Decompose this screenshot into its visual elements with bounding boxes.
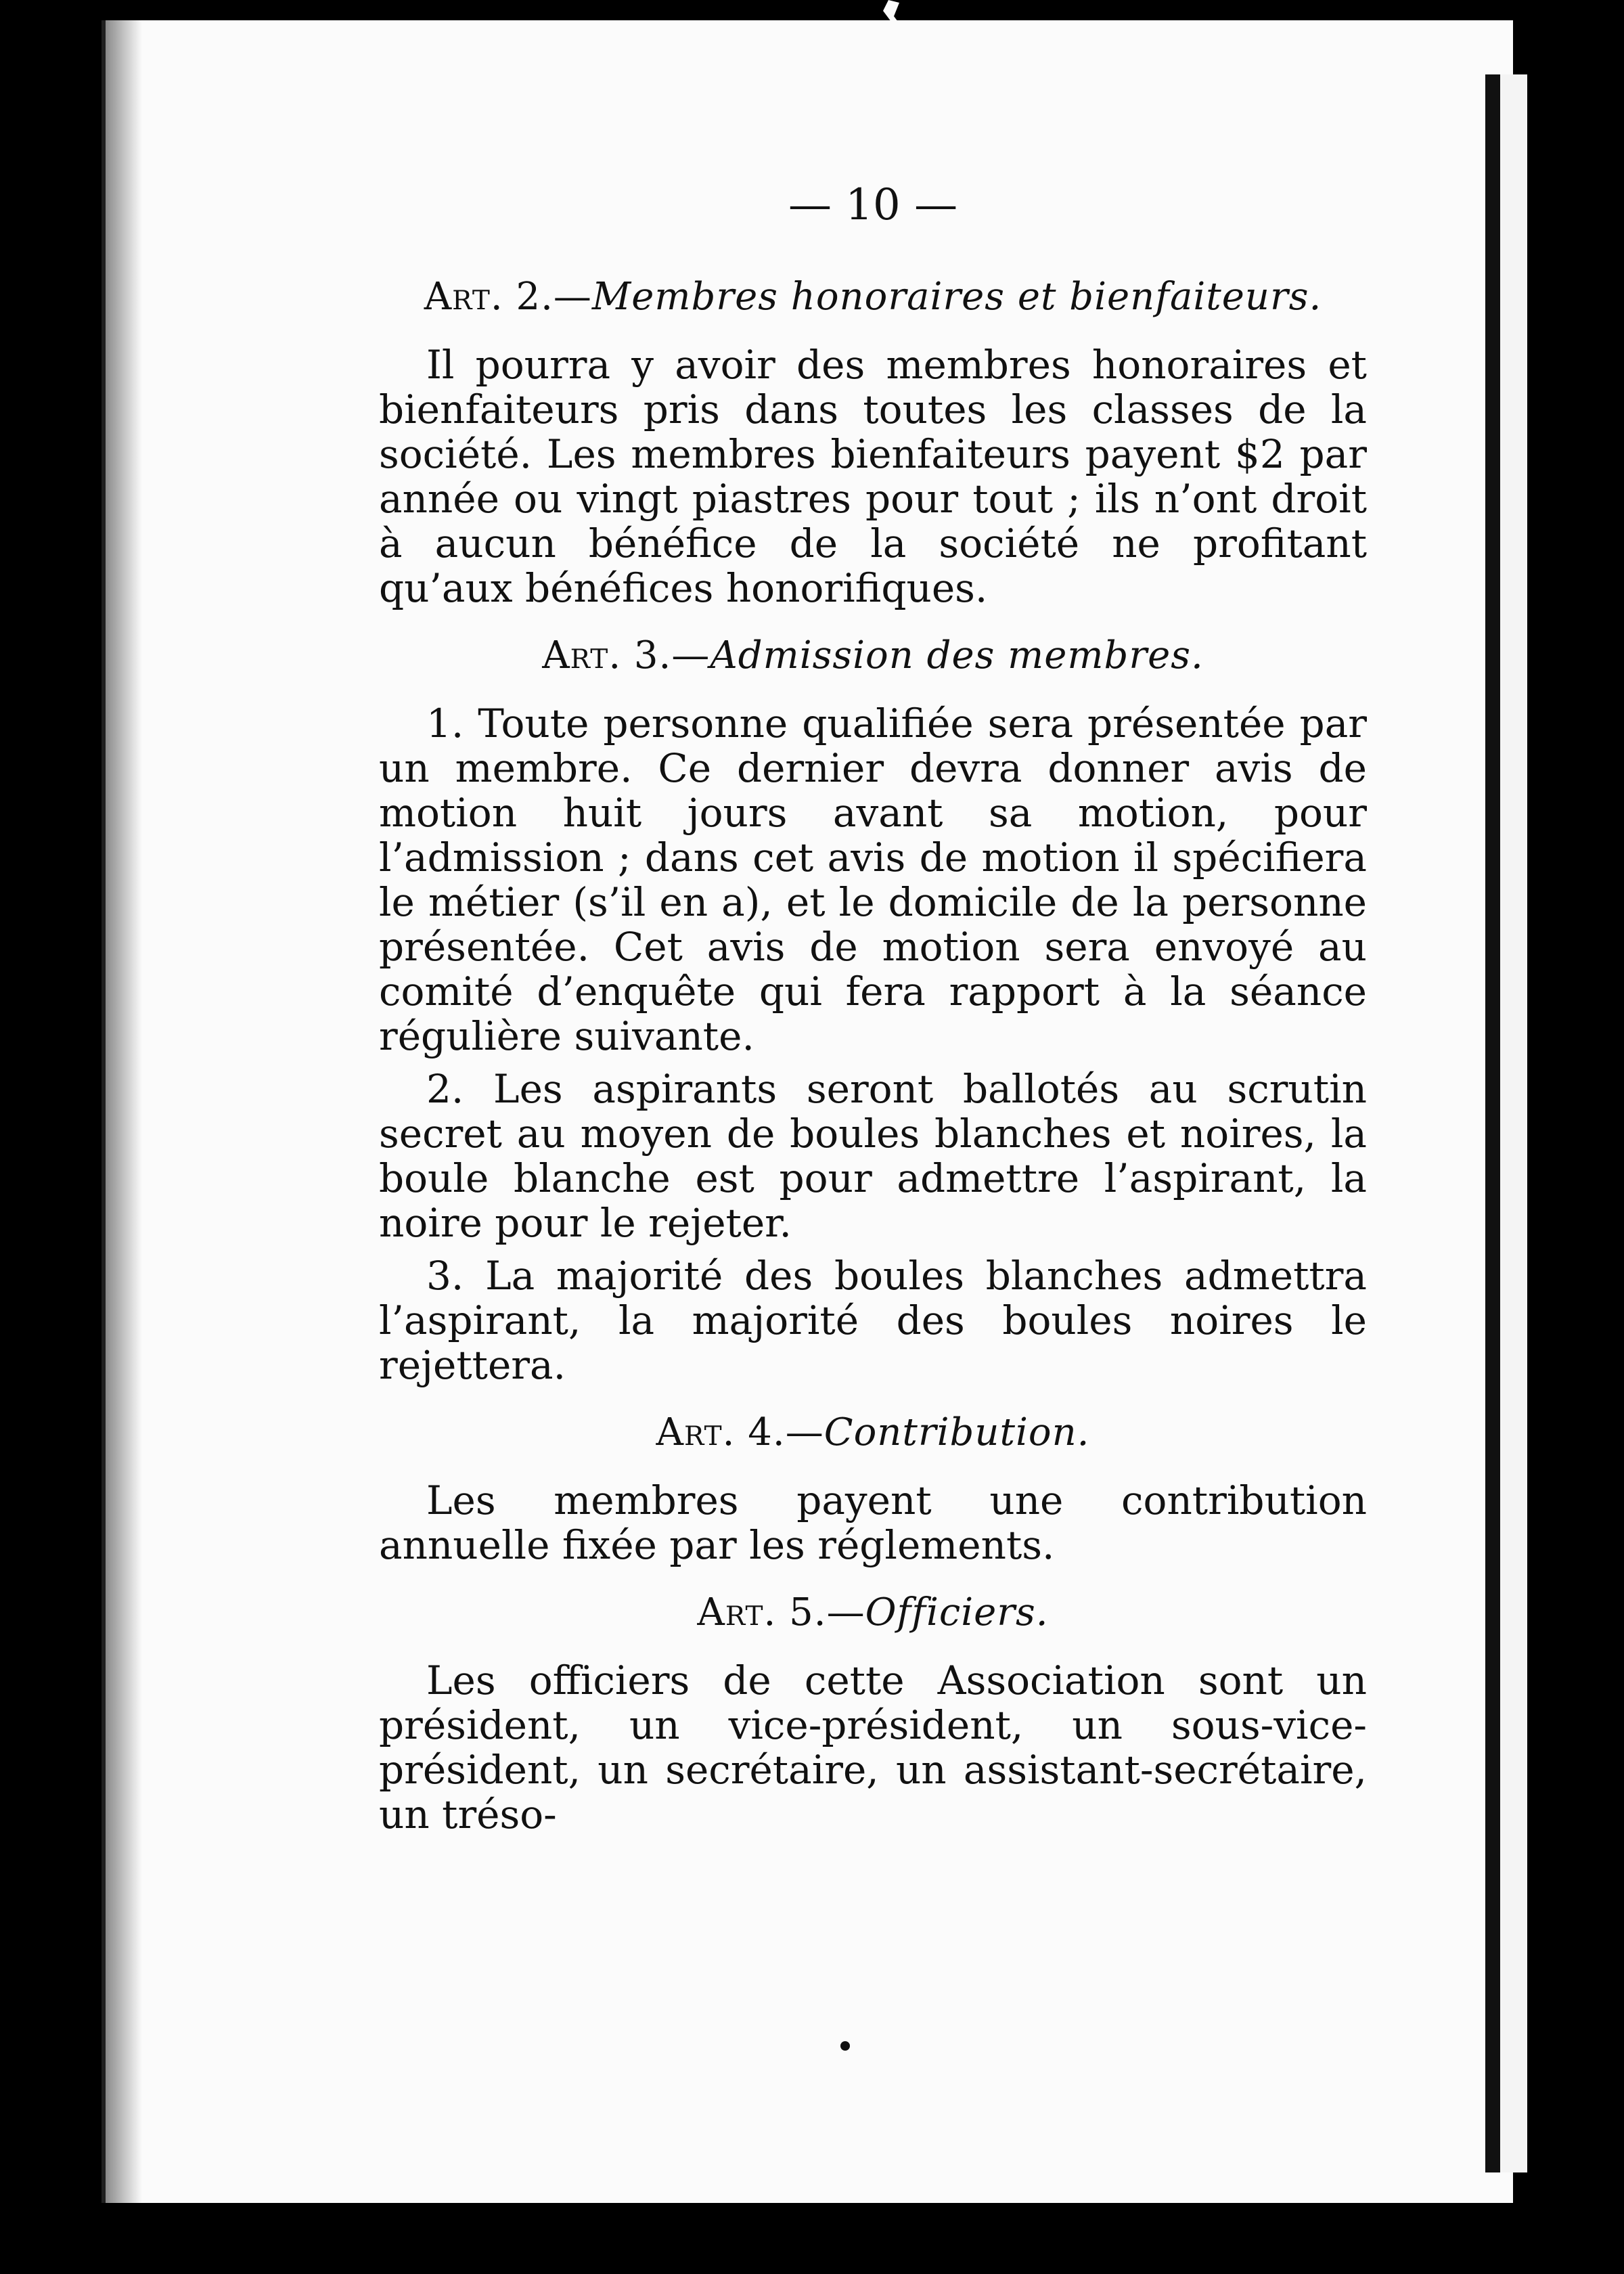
binding-shadow bbox=[102, 20, 142, 2203]
article-paragraph: Il pourra y avoir des membres honoraires et bienfaiteurs pris dans toutes les classes de la société. Les membres bienfaiteurs payent $2 par année ou vingt piastres pour tout ; ils n’ont droit à aucun bénéfice de la société ne profitant qu’aux bénéfices honorifiques. bbox=[379, 342, 1367, 611]
article-heading-3: Art. 3.—Admission des membres. bbox=[542, 633, 1204, 677]
ink-dot bbox=[840, 2041, 850, 2051]
article-title: Contribution. bbox=[824, 1410, 1090, 1454]
article-title: Membres honoraires et bienfaiteurs. bbox=[591, 275, 1322, 319]
page-text bbox=[379, 180, 1367, 1845]
article-paragraph: 1. Toute personne qualifiée sera présentée par un membre. Ce dernier devra donner avis de motion huit jours avant sa motion, pour l’admission ; dans cet avis de motion il spécifiera le métier (s’il en a), et le domicile de la personne présentée. Cet avis de motion sera envoyé au comité d’enquête qui fera rapport à la séance régulière suivante. bbox=[379, 700, 1367, 1059]
article-number: Art. 2. bbox=[424, 275, 554, 319]
article-paragraph: Les membres payent une contribution annuelle fixée par les réglements. bbox=[379, 1477, 1367, 1568]
article-heading-2: Art. 2.—Membres honoraires et bienfaiteurs. bbox=[424, 275, 1322, 319]
article-paragraph: 2. Les aspirants seront ballotés au scrutin secret au moyen de boules blanches et noires, la boule blanche est pour admettre l’aspirant, la noire pour le rejeter. bbox=[379, 1066, 1367, 1246]
article-title: Admission des membres. bbox=[710, 633, 1204, 677]
article-title: Officiers. bbox=[865, 1590, 1049, 1634]
article-heading-4: Art. 4.—Contribution. bbox=[656, 1410, 1090, 1454]
article-number: Art. 4. bbox=[656, 1410, 786, 1454]
page-edge bbox=[1485, 74, 1527, 2172]
article-paragraph: 3. La majorité des boules blanches admettra l’aspirant, la majorité des boules noires le rejettera. bbox=[379, 1253, 1367, 1388]
article-paragraph: Les officiers de cette Association sont un président, un vice-président, un sous-vice-président, un secrétaire, un assistant-secrétaire, un tréso- bbox=[379, 1657, 1367, 1837]
page-number: — 10 — bbox=[788, 180, 958, 230]
article-number: Art. 3. bbox=[542, 633, 672, 677]
article-number: Art. 5. bbox=[697, 1590, 827, 1634]
article-heading-5: Art. 5.—Officiers. bbox=[697, 1590, 1049, 1634]
